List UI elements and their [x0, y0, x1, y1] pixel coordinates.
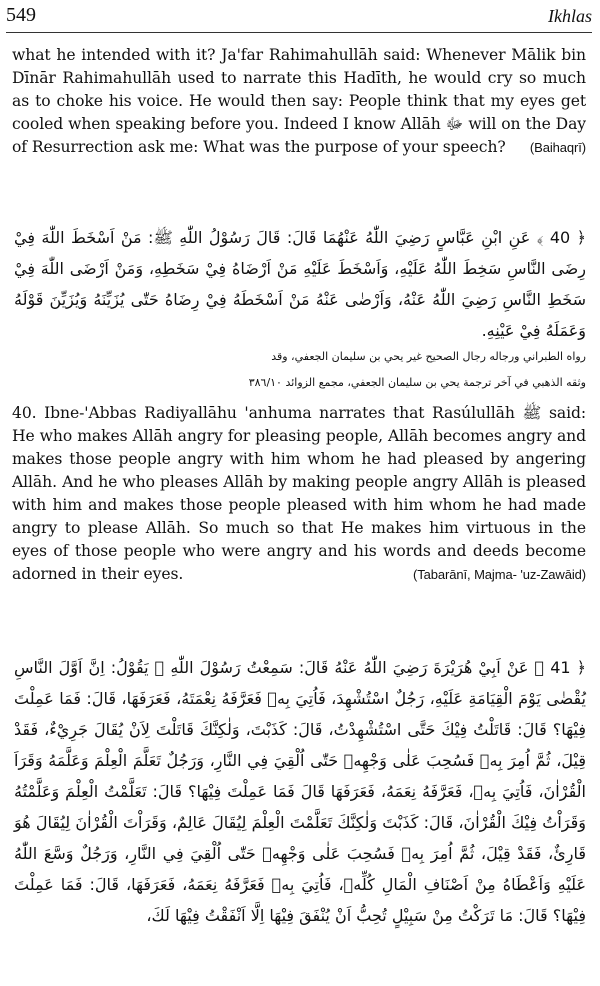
hadith-40-arabic — [14, 222, 586, 346]
reference-baihaqi: (Baihaqrī) — [529, 140, 586, 155]
hadith-40-arabic-text: ﴿ 40 ﴾ عَنِ ابْنِ عَبَّاسٍ رَضِيَ اللّٰهُ عَنْهُمَا قَالَ: قَالَ رَسُوْلُ اللّٰهِ ﷺ: مَنْ اَسْخَطَ اللّٰهَ فِيْ رِضَى النَّاسِ سَخِطَ اللّٰهُ عَلَيْهِ، وَاَسْخَطَ عَلَيْهِ مَنْ اَرْضَاهُ فِيْ سَخَطِهِ، وَمَنْ اَرْضَى اللّٰهَ فِيْ سَخَطِ النَّاسِ رَضِيَ اللّٰهُ عَنْهُ، وَاَرْضٰى عَنْهُ مَنْ اَسْخَطَهُ فِيْ رِضَاهُ حَتّٰى يُزَيِّنَهُ وَيُزَيِّنَ قَوْلَهُ وَعَمَلَهُ فِيْ عَيْنِهِ. — [14, 228, 586, 340]
hadith-40-translation-text: 40. Ibne-'Abbas Radiyallāhu 'anhuma narrates that Rasúlullāh ﷺ said: He who makes Allāh angry for pleasing people, Allāh becomes angry and makes those people angry with him whom he had pleased by angering Allāh. And he who pleases Allāh by making people angry Allāh is pleased with him and makes those people pleased with him whom he had made angry to please Allāh. So much so that He makes him virtuous in the eyes of those people who were angry and his words and deeds become adorned in their eyes. — [12, 404, 587, 583]
page-number: 549 — [6, 4, 36, 26]
page-header — [6, 4, 592, 30]
header-rule — [6, 32, 592, 33]
hadith-41-arabic — [14, 652, 586, 931]
continuation-paragraph — [12, 44, 586, 159]
reference-tabarani: (Tabarānī, Majma- 'uz-Zawāid) — [413, 567, 586, 582]
hadith-40-source-2: وثقه الذهبي في آخر ترجمة يحي بن سليمان الجعفي، مجمع الزوائد ٣٨٦/١٠ — [248, 376, 586, 389]
hadith-40-source-1: رواه الطبراني ورجاله رجال الصحيح غير يحي بن سليمان الجعفي، وقد — [271, 350, 586, 363]
paragraph-text: what he intended with it? Ja'far Rahimahullāh said: Whenever Mālik bin Dīnār Rahimahullāh used to narrate this Hadīth, he would cry so much as to choke his voice. He would then say: People think that my eyes get cooled when speaking before you. Indeed I know Allāh ﷻ will on the Day of Resurrection ask me: What was the purpose of your speech? — [12, 46, 586, 156]
running-title: Ikhlas — [548, 6, 592, 26]
hadith-41-arabic-text: ﴿ 41 ﴾ عَنْ اَبِيْ هُرَيْرَةَ رَضِيَ اللّٰهُ عَنْهُ قَالَ: سَمِعْتُ رَسُوْلَ اللّٰهِ ﷺ يَقُوْلُ: اِنَّ اَوَّلَ النَّاسِ يُقْضٰى يَوْمَ الْقِيَامَةِ عَلَيْهِ، رَجُلٌ اسْتُشْهِدَ، فَاُتِيَ بِهٖ فَعَرَّفَهُ نِعْمَتَهُ، فَعَرَفَهَا، قَالَ: فَمَا عَمِلْتَ فِيْهَا؟ قَالَ: قَاتَلْتُ فِيْكَ حَتَّى اسْتُشْهِدْتُ، قَالَ: كَذَبْتَ، وَلٰكِنَّكَ قَاتَلْتَ لِاَنْ يُقَالَ جَرِيْءٌ، فَقَدْ قِيْلَ، ثُمَّ اُمِرَ بِهٖ فَسُحِبَ عَلٰى وَجْهِهٖ حَتّٰى اُلْقِيَ فِي النَّارِ، وَرَجُلٌ تَعَلَّمَ الْعِلْمَ وَعَلَّمَهُ وَقَرَاَ الْقُرْاٰنَ، فَاُتِيَ بِهٖ، فَعَرَّفَهُ نِعَمَهُ، فَعَرَفَهَا قَالَ فَمَا عَمِلْتَ فِيْهَا؟ قَالَ: تَعَلَّمْتُ الْعِلْمَ وَعَلَّمْتُهُ وَقَرَاْتُ فِيْكَ الْقُرْاٰنَ، قَالَ: كَذَبْتَ وَلٰكِنَّكَ تَعَلَّمْتَ الْعِلْمَ لِيُقَالَ عَالِمٌ، وَقَرَاْتَ الْقُرْاٰنَ لِيُقَالَ هُوَ قَارِئٌ، فَقَدْ قِيْلَ، ثُمَّ اُمِرَ بِهٖ فَسُحِبَ عَلٰى وَجْهِهٖ حَتّٰى اُلْقِيَ فِي النَّارِ، وَرَجُلٌ وَسَّعَ اللّٰهُ عَلَيْهِ وَاَعْطَاهُ مِنْ اَصْنَافِ الْمَالِ كُلِّهٖ، فَاُتِيَ بِهٖ فَعَرَّفَهُ نِعَمَهُ، فَعَرَفَهَا، قَالَ: فَمَا عَمِلْتَ فِيْهَا؟ قَالَ: مَا تَرَكْتُ مِنْ سَبِيْلٍ تُحِبُّ اَنْ يُنْفَقَ فِيْهَا اِلَّا اَنْفَقْتُ فِيْهَا لَكَ، — [14, 658, 587, 925]
hadith-40-translation — [12, 402, 586, 586]
